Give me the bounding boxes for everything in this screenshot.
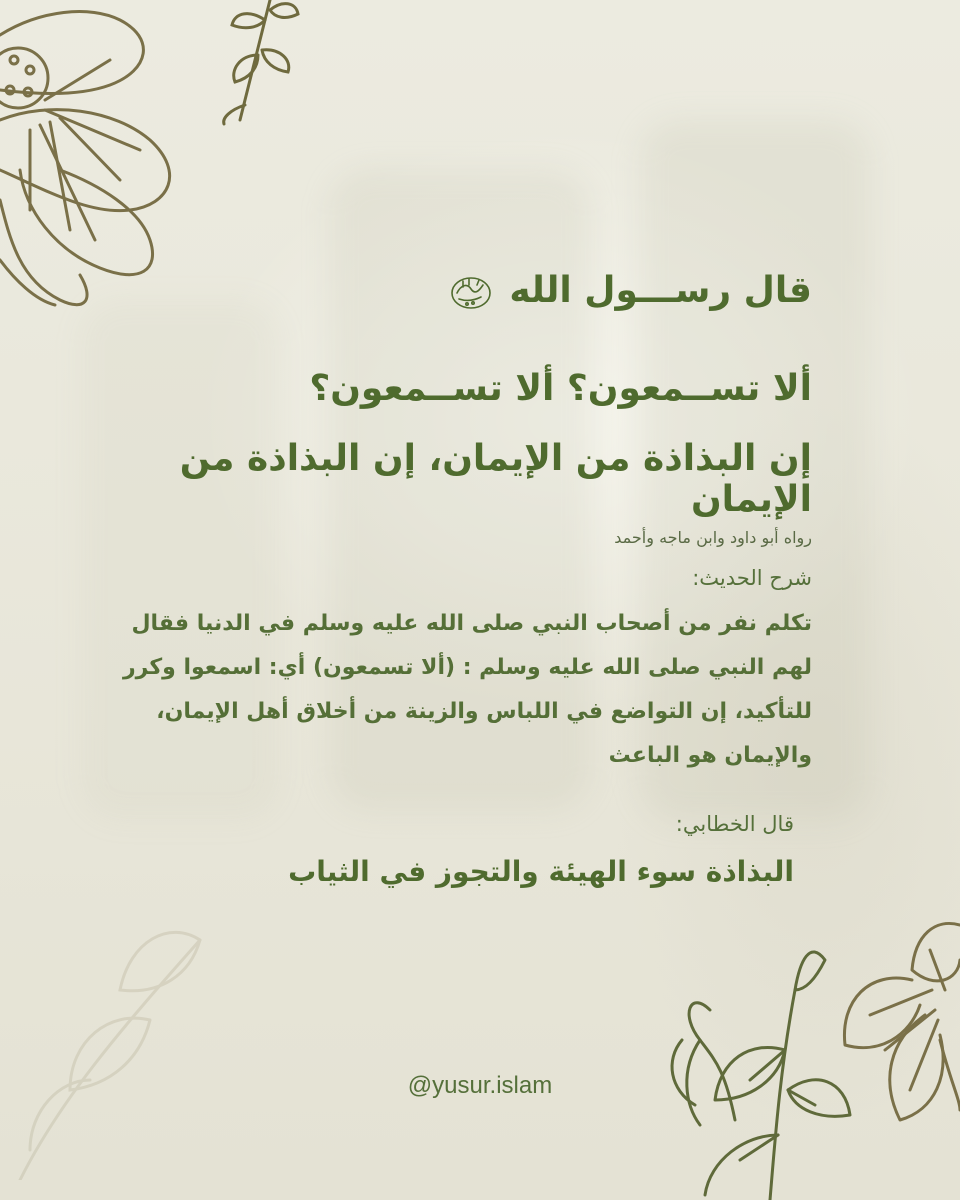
flower-bottom-right-icon [540,840,960,1200]
explanation-label: شرح الحديث: [692,566,812,590]
leaf-branch-bottom-icon [600,920,960,1200]
hadith-attribution [100,270,812,311]
hadith-source: رواه أبو داود وابن ماجه وأحمد [614,528,812,547]
leaf-sprig-top-icon [170,0,310,130]
khattabi-label: قال الخطابي: [675,812,794,836]
leaf-bottom-left-faded-icon [0,880,260,1180]
khattabi-body: البذاذة سوء الهيئة والتجوز في الثياب [288,855,794,888]
account-handle[interactable]: @yusur.islam [407,1072,553,1099]
hadith-line-1: ألا تســمعون؟ ألا تســمعون؟ [309,368,812,409]
attribution-text: قال رســـول الله [509,270,812,311]
salla-allahu-alayhi-wasallam-calligraphy-icon [449,271,493,311]
explanation-body: تكلم نفر من أصحاب النبي صلى الله عليه وسلم في الدنيا فقال لهم النبي صلى الله عليه وسلم : (ألا تسمعون) أي: اسمعوا وكرر للتأكيد، إن التواضع في اللباس والزينة من أخلاق أهل الإيمان، والإيمان هو الباعث [122,611,812,768]
hadith-line-2: إن البذاذة من الإيمان، إن البذاذة من الإيمان [179,438,812,520]
